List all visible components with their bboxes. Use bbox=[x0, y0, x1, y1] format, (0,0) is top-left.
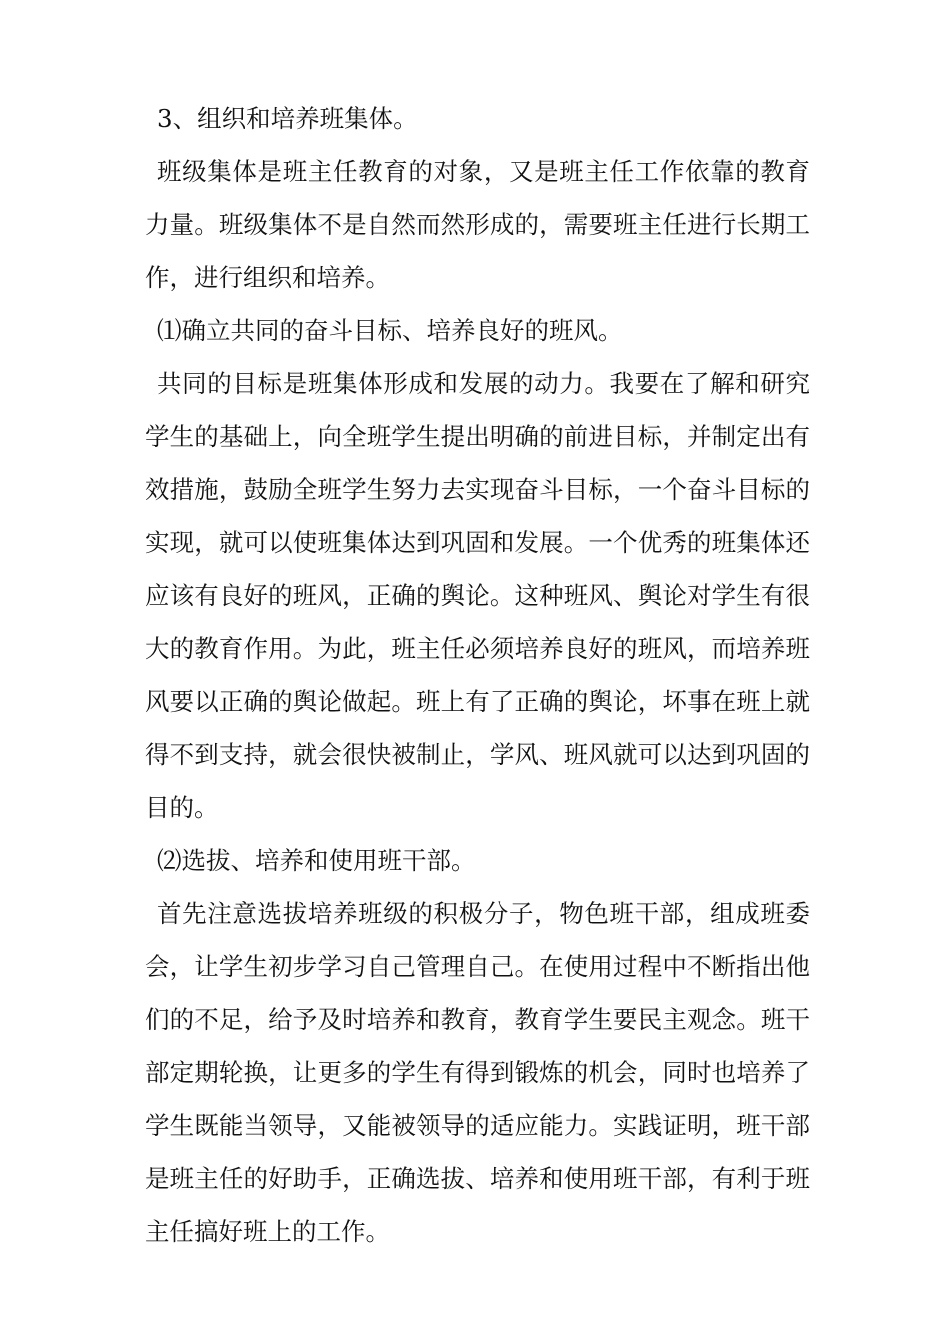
paragraph-common-goal: 共同的目标是班集体形成和发展的动力。我要在了解和研究学生的基础上，向全班学生提出明确的前进目标，并制定出有效措施，鼓励全班学生努力去实现奋斗目标，一个奋斗目标的实现，就可以使班集体达到巩固和发展。一个优秀的班集体还应该有良好的班风，正确的舆论。这种班风、舆论对学生有很大的教育作用。为此，班主任必须培养良好的班风，而培养班风要以正确的舆论做起。班上有了正确的舆论，坏事在班上就得不到支持，就会很快被制止，学风、班风就可以达到巩固的目的。 bbox=[145, 369, 810, 822]
document-page bbox=[145, 92, 810, 1258]
section-heading-organize-class: 3、组织和培养班集体。 bbox=[157, 104, 418, 133]
subheading-class-cadres: ⑵选拔、培养和使用班干部。 bbox=[157, 846, 476, 875]
subheading-common-goal: ⑴确立共同的奋斗目标、培养良好的班风。 bbox=[157, 316, 623, 345]
paragraph-class-collective: 班级集体是班主任教育的对象，又是班主任工作依靠的教育力量。班级集体不是自然而然形成的，需要班主任进行长期工作，进行组织和培养。 bbox=[145, 157, 810, 292]
paragraph-class-cadres: 首先注意选拔培养班级的积极分子，物色班干部，组成班委会，让学生初步学习自己管理自己。在使用过程中不断指出他们的不足，给予及时培养和教育，教育学生要民主观念。班干部定期轮换，让更多的学生有得到锻炼的机会，同时也培养了学生既能当领导，又能被领导的适应能力。实践证明，班干部是班主任的好助手，正确选拔、培养和使用班干部，有利于班主任搞好班上的工作。 bbox=[145, 899, 810, 1246]
